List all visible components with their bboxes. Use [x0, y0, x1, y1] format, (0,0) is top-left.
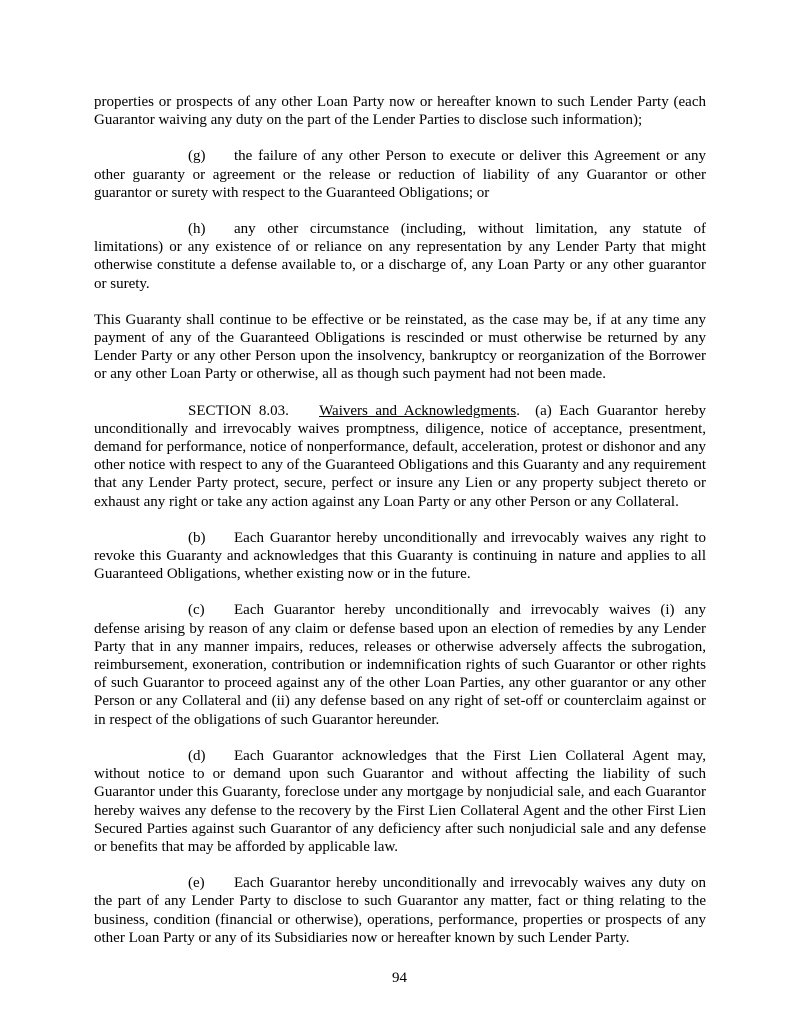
clause-d-paragraph	[94, 747, 706, 856]
section-8-03-paragraph	[94, 402, 706, 511]
clause-text: Each Guarantor hereby unconditionally and irrevocably waives (i) any defense arising by reason of any claim or defense based upon an election of remedies by any Lender Party that in any manner impairs, reduces, releases or otherwise adversely affects the subrogation, reimbursement, exoneration, contribution or indemnification rights of such Guarantor or other rights of such Guarantor to proceed against any of the other Loan Parties, any other guarantor or any other Person or any Collateral and (ii) any defense based on any right of set-off or counterclaim against or in respect of the obligations of such Guarantor hereunder.	[94, 602, 706, 728]
page-number: 94	[392, 970, 407, 986]
clause-c-paragraph	[94, 601, 706, 728]
clause-g-paragraph	[94, 147, 706, 202]
clause-label: (h)	[188, 221, 206, 238]
section-title: Waivers and Acknowledgments	[319, 402, 517, 419]
clause-text: Each Guarantor hereby unconditionally and irrevocably waives any right to revoke this Guaranty and acknowledges that this Guaranty is continuing in nature and applies to all Guaranteed Obligations, whether existing now or in the future.	[94, 529, 706, 583]
clause-label: (b)	[188, 529, 206, 546]
clause-e-paragraph	[94, 874, 706, 947]
clause-label: (c)	[188, 602, 205, 619]
clause-text: Each Guarantor hereby unconditionally and irrevocably waives any duty on the part of any Lender Party to disclose to such Guarantor any matter, fact or thing relating to the business, condition (financial or otherwise), operations, performance, properties or prospects of any other Loan Party or any of its Subsidiaries now or hereafter known by such Lender Party.	[94, 875, 706, 946]
clause-text: any other circumstance (including, without limitation, any statute of limitations) or any existence of or reliance on any representation by any Lender Party that might otherwise constitute a defense available to, or a discharge of, any Loan Party or any other guarantor or surety.	[94, 221, 706, 292]
clause-label: (g)	[188, 148, 206, 165]
clause-label: (e)	[188, 875, 205, 892]
clause-h-paragraph	[94, 220, 706, 293]
clause-text: Each Guarantor acknowledges that the First Lien Collateral Agent may, without notice to or demand upon such Guarantor and without affecting the liability of such Guarantor under this Guaranty, foreclose under any mortgage by nonjudicial sale, and each Guarantor hereby waives any defense to the recovery by the First Lien Collateral Agent and the other First Lien Secured Parties against such Guarantor of any deficiency after such nonjudicial sale and any defense or benefits that may be afforded by applicable law.	[94, 747, 706, 855]
section-title-suffix: .	[516, 402, 521, 419]
clause-b-paragraph	[94, 529, 706, 584]
section-number: SECTION 8.03.	[188, 402, 289, 419]
clause-text: the failure of any other Person to execute or deliver this Agreement or any other guaranty or agreement or the release or reduction of liability of any Guarantor or other guarantor or surety with respect to the Guaranteed Obligations; or	[94, 148, 706, 201]
continuation-paragraph: properties or prospects of any other Loan Party now or hereafter known to such Lender Party (each Guarantor waiving any duty on the part of the Lender Parties to disclose such information);	[94, 94, 706, 129]
clause-label: (d)	[188, 747, 206, 764]
document-page	[94, 93, 706, 947]
section-text: (a) Each Guarantor hereby unconditionally and irrevocably waives promptness, diligence, notice of acceptance, presentment, demand for performance, notice of nonperformance, default, acceleration, protest or dishonor and any other notice with respect to any of the Guaranteed Obligations and this Guaranty and any requirement that any Lender Party protect, secure, perfect or insure any Lien or any property subject thereto or exhaust any right or take any action against any Loan Party or any other Person or any Collateral.	[94, 402, 706, 510]
reinstatement-paragraph: This Guaranty shall continue to be effective or be reinstated, as the case may be, if at any time any payment of any of the Guaranteed Obligations is rescinded or must otherwise be returned by any Lender Party or any other Person upon the insolvency, bankruptcy or reorganization of the Borrower or any other Loan Party or otherwise, all as though such payment had not been made.	[94, 311, 706, 383]
